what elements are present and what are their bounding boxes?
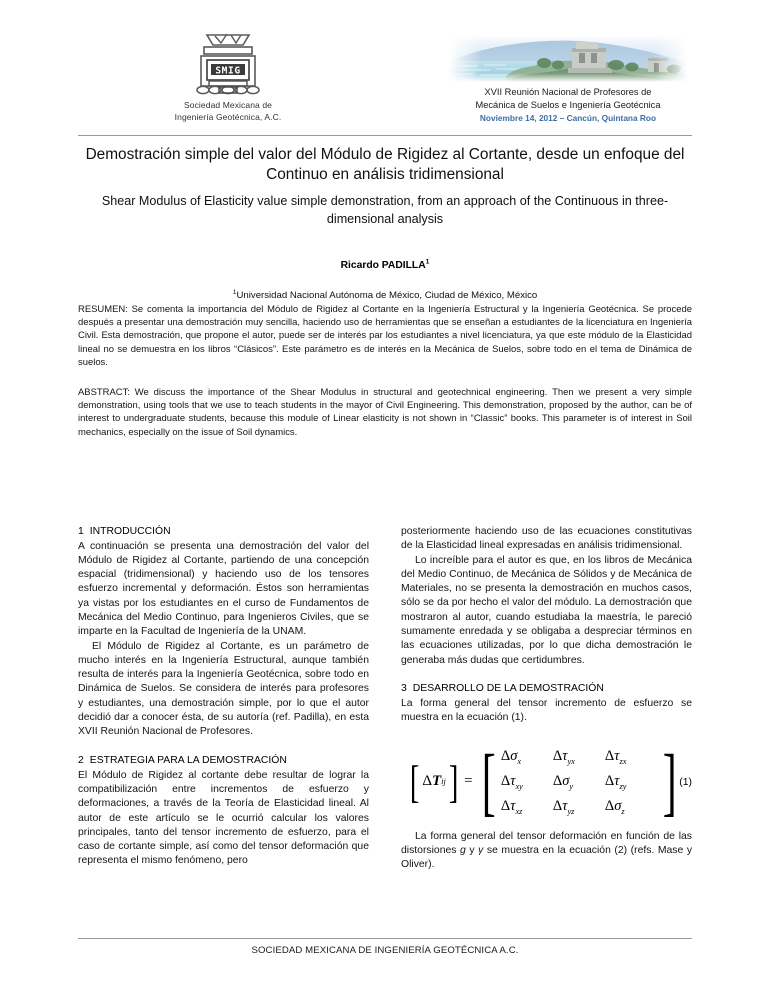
section-title-3: DESARROLLO DE LA DEMOSTRACIÓN [412,683,604,695]
svg-text:SMIG: SMIG [215,65,241,77]
abstract-block [78,303,692,439]
equation-1 [407,739,682,824]
section-title-1: INTRODUCCIÓN [89,526,171,537]
body-columns [78,525,692,925]
author-name-text: Ricardo PADILLA [340,260,426,271]
cell-subscript: y [569,781,574,791]
matrix-cell [501,769,553,794]
title-block [78,145,692,301]
cell-symbol: τ [510,798,516,815]
section-heading-introduccion [78,525,369,540]
paragraph-desarrollo-1: La forma general del tensor incremento de esfuerzo se muestra en la ecuación (1). [401,697,692,724]
society-name-line1: Sociedad Mexicana de [183,100,272,110]
cell-delta: Δ [604,798,615,815]
cell-delta: Δ [552,773,563,790]
society-logo-block [78,30,378,123]
matrix-cell [605,744,657,769]
author-name [78,260,692,271]
par-text-a: La forma general del tensor deformación en función de las distorsiones [401,830,692,856]
cell-subscript: z [621,806,625,816]
tulum-ruins-banner-image [448,32,688,82]
section-number-1: 1 [78,526,84,537]
author-affiliation-marker: 1 [425,258,430,266]
cell-symbol: σ [614,798,622,815]
cell-delta: Δ [500,748,511,765]
lhs-tensor-symbol: T [431,773,442,790]
cell-subscript: zx [619,756,627,766]
section-title-2: ESTRATEGIA PARA LA DEMOSTRACIÓN [89,755,287,767]
header-divider [78,135,692,136]
paragraph-intro-1: A continuación se presenta una demostración del valor del Módulo de Rigidez al Cortante, partiendo de una concepción espacial (tridimensional) y haciendo uso de los tensores esfuerzo incremental y deformación. Éstos son herramientas ya vistas por los estudiantes en el curso de Fundamentos de Mecánica del Medio Continuo, para Ingenieros Civiles, que se imparte en la Facultad de Ingeniería de la UNAM. [78,540,369,638]
conference-title-line2: Mecánica de Suelos e Ingeniería Geotécnica [475,99,661,110]
equation-1-lhs: [ Δ T ij ] = [409,755,473,807]
cell-subscript: x [517,756,522,766]
cell-symbol: τ [562,748,568,765]
left-bracket-open-icon: [ [409,755,420,807]
affiliation-text: Universidad Nacional Autónoma de México, Ciudad de México, México [236,290,538,301]
cell-delta: Δ [552,748,563,765]
cell-subscript: zy [619,781,627,791]
matrix-cell [501,744,553,769]
paper-title-spanish: Demostración simple del valor del Módulo de Rigidez al Cortante, desde un enfoque del Continuo en análisis tridimensional [85,146,685,183]
symbol-gamma: γ [478,844,484,856]
cell-symbol: τ [562,798,568,815]
section-number-3: 3 [401,683,407,695]
society-name-line2: Ingeniería Geotécnica, A.C. [174,111,282,122]
affiliation-marker: 1 [232,288,237,296]
section-number-2: 2 [78,755,84,767]
paragraph-intro-2: El Módulo de Rigidez al Cortante, es un parámetro de mucho interés en la Ingeniería Estructural, aunque también resulta de interés para la Ingeniería Geotécnica, sobre todo en Dinámica de Suelos. Se considera de interés para profesores y estudiantes, una demostración simple, por lo que el autor decidió dar a conocer ésta, de su autoría (ref. Padilla), en esta XVII Reunión Nacional de Profesores. [78,640,369,738]
page-header [78,30,692,136]
paragraph-continuation: posteriormente haciendo uso de las ecuaciones constitutivas de la Elasticidad lineal expresadas en análisis tridimensional. [401,526,692,552]
cell-subscript: yz [567,806,575,816]
equals-sign: = [464,773,473,790]
matrix-row [501,744,657,769]
matrix-bracket-open-icon: [ [481,739,496,824]
cell-symbol: τ [614,748,620,765]
lhs-delta: Δ [422,773,432,790]
paper-title-english: Shear Modulus of Elasticity value simple demonstration, from an approach of the Continuous in three-dimensional analysis [101,194,669,226]
cell-delta: Δ [500,798,511,815]
paragraph-right-2: Lo increíble para el autor es que, en los libros de Mecánica del Medio Continuo, de Mecánica de Sólidos y de Mecánica de Materiales, no se presenta la demostración en muchos casos, sólo se da por hecho el valor del módulo. La demostración que mostraron al autor, cuando estudiaba la maestría, le pareció sumamente enredada y se obligaba a despreciar términos en las ecuaciones utilizadas, por lo que dicha demostración le generaba más dudas que certidumbres. [401,554,692,666]
matrix-cell [605,794,657,819]
conference-banner-block [444,32,692,124]
cell-delta: Δ [604,773,615,790]
section-heading-desarrollo [401,682,692,697]
cell-delta: Δ [552,798,563,815]
resumen-paragraph: RESUMEN: Se comenta la importancia del Módulo de Rigidez al Cortante en la Ingeniería Estructural y la Ingeniería Geotécnica. Se procede después a presentar una demostración muy sencilla, haciendo uso de herramientas que se enseñan a estudiantes de la licenciatura en Ingeniería Civil. Esta demostración, que propone el autor, puede ser de interés par los estudiantes a nivel licenciatura, ya que este módulo de la Elasticidad lineal no se demuestra en los libros “Clásicos”. Este parámetro es de interés en la Mecánica de Suelos, sobre todo en el tema de Dinámica de suelos. [78,304,692,368]
author-affiliation [78,290,692,301]
right-column [401,525,692,872]
cell-symbol: τ [614,773,620,790]
symbol-g-lower: g [460,844,466,856]
cell-subscript: xy [515,781,523,791]
equation-1-number: (1) [679,776,692,788]
left-column [78,525,369,869]
smig-logo-icon [191,32,265,98]
par-text-b: se muestra en la ecuación (2) (refs. Mase y Oliver). [401,844,693,871]
conjunction-y: y [469,844,475,856]
matrix-bracket-close-icon: ] [662,739,677,824]
matrix-cell [553,769,605,794]
cell-symbol: τ [510,773,516,790]
section-heading-estrategia [78,754,369,769]
paragraph-estrategia-1: El Módulo de Rigidez al cortante debe resultar de lograr la compatibilización entre incrementos de esfuerzo y deformaciones, a través de la Teoría de Elasticidad lineal. Al autor de este artículo se le ocurrió calcular los valores principales, tanto del tensor incremento de esfuerzo, para el caso de cortante simple, así como del tensor deformación que representa el mismo fenómeno, pero [78,769,369,867]
conference-date-location: Noviembre 14, 2012 – Cancún, Quintana Roo [479,113,657,123]
conference-title-line1: XVII Reunión Nacional de Profesores de [484,87,652,97]
cell-subscript: xz [515,806,523,816]
cell-delta: Δ [500,773,511,790]
matrix-row [501,769,657,794]
abstract-paragraph: ABSTRACT: We discuss the importance of the Shear Modulus in structural and geotechnical engineering. Then we present a very simple demonstration, using tools that we use to teach students in the mayor of Civil Engineering. This demonstration, proposed by the author, can be of interest to undergraduate students, because this module of Linear elasticity is not shown in “Classic” books. This parameter is of interest in Soil mechanics, especially on the issue of Soil dynamics. [78,387,692,438]
matrix-row [501,794,657,819]
matrix-cell [605,769,657,794]
stress-tensor-matrix [501,744,657,819]
footer-organization: SOCIEDAD MEXICANA DE INGENIERÍA GEOTÉCNICA A.C. [251,945,519,956]
matrix-cell [501,794,553,819]
matrix-cell [553,744,605,769]
cell-symbol: σ [510,748,518,765]
paragraph-desarrollo-2 [401,830,692,873]
footer-divider [78,938,692,939]
cell-symbol: σ [562,773,570,790]
matrix-cell [553,794,605,819]
left-bracket-close-icon: ] [448,755,459,807]
cell-delta: Δ [604,748,615,765]
equation-1-row [401,739,692,830]
cell-subscript: yx [567,756,575,766]
